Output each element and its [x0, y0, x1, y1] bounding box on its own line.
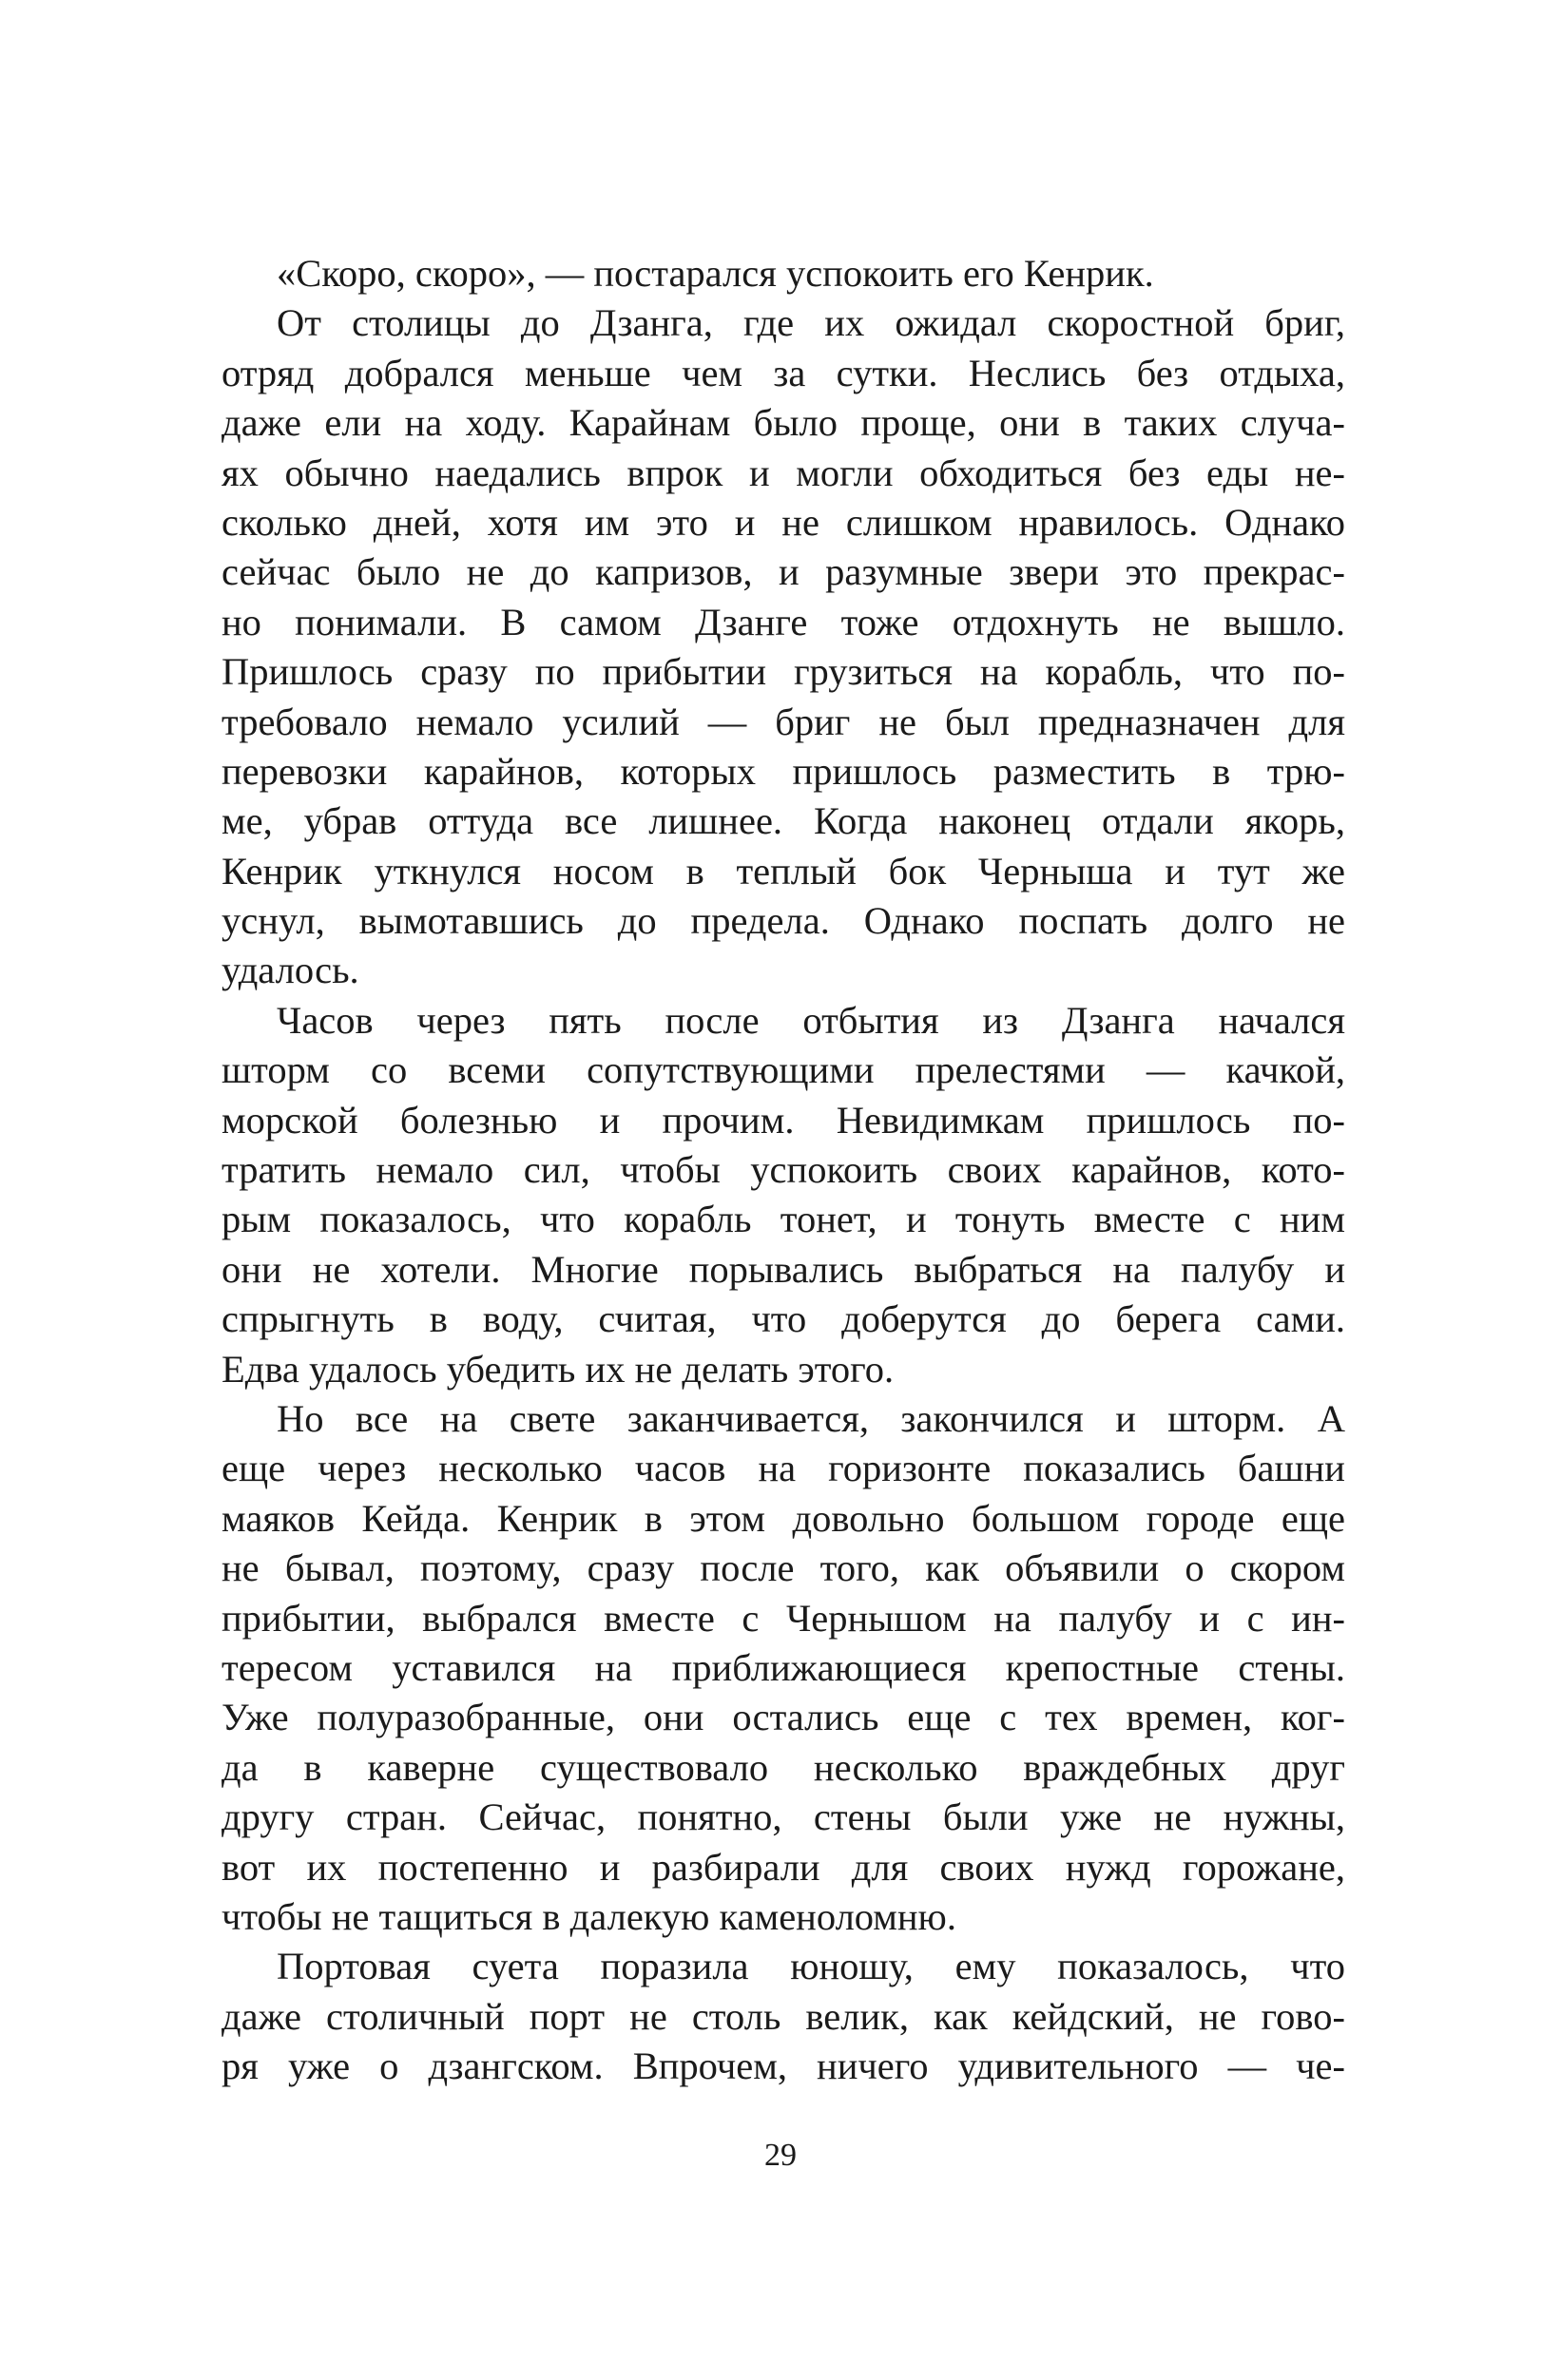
text-line: другу стран. Сейчас, понятно, стены были уже не нужны, [222, 1795, 1345, 1839]
text-line: удалось. [222, 949, 359, 992]
text-line: сколько дней, хотя им это и не слишком нравилось. Однако [222, 500, 1345, 544]
text-line: Часов через пять после отбытия из Дзанга начался [277, 998, 1345, 1042]
text-line: даже ели на ходу. Карайнам было проще, они в таких случа- [222, 401, 1345, 445]
text-line: сейчас было не до капризов, и разумные звери это прекрас- [222, 550, 1345, 594]
text-line: ме, убрав оттуда все лишнее. Когда наконец отдали якорь, [222, 799, 1345, 843]
text-line: перевозки карайнов, которых пришлось разместить в трю- [222, 749, 1345, 793]
text-line: не бывал, поэтому, сразу после того, как объявили о скором [222, 1546, 1345, 1590]
text-line: маяков Кейда. Кенрик в этом довольно большом городе еще [222, 1496, 1345, 1540]
text-line: ях обычно наедались впрок и могли обходиться без еды не- [222, 451, 1345, 494]
text-line: но понимали. В самом Дзанге тоже отдохнуть не вышло. [222, 600, 1345, 643]
text-line: тересом уставился на приближающиеся крепостные стены. [222, 1645, 1345, 1689]
text-line: рым показалось, что корабль тонет, и тонуть вместе с ним [222, 1198, 1345, 1241]
text-line: спрыгнуть в воду, считая, что доберутся до берега сами. [222, 1297, 1345, 1341]
text-line: уснул, вымотавшись до предела. Однако поспать долго не [222, 899, 1345, 943]
text-line: отряд добрался меньше чем за сутки. Неслись без отдыха, [222, 351, 1345, 394]
text-line: ря уже о дзангском. Впрочем, ничего удивительного — че- [222, 2044, 1345, 2088]
text-line: Портовая суета поразила юношу, ему показалось, что [277, 1945, 1345, 1988]
text-line: Едва удалось убедить их не делать этого. [222, 1347, 895, 1391]
text-line: морской болезнью и прочим. Невидимкам пришлось по- [222, 1098, 1345, 1142]
text-line: От столицы до Дзанга, где их ожидал скоростной бриг, [277, 301, 1345, 345]
text-line: тратить немало сил, чтобы успокоить своих карайнов, кото- [222, 1148, 1345, 1192]
text-line: вот их постепенно и разбирали для своих нужд горожане, [222, 1845, 1345, 1889]
text-line: шторм со всеми сопутствующими прелестями — качкой, [222, 1048, 1345, 1092]
text-line: да в каверне существовало несколько враждебных друг [222, 1745, 1345, 1789]
page-number: 29 [764, 2138, 797, 2173]
text-line: они не хотели. Многие порывались выбраться на палубу и [222, 1247, 1345, 1291]
text-line: требовало немало усилий — бриг не был предназначен для [222, 700, 1345, 743]
text-line: даже столичный порт не столь велик, как кейдский, не гово- [222, 1994, 1345, 2038]
text-line: чтобы не тащиться в далекую каменоломню. [222, 1894, 956, 1938]
text-line: Кенрик уткнулся носом в теплый бок Черныша и тут же [222, 849, 1345, 892]
body-text [222, 249, 1345, 2091]
text-line: Уже полуразобранные, они остались еще с тех времен, ког- [222, 1696, 1345, 1739]
text-line: прибытии, выбрался вместе с Чернышом на палубу и с ин- [222, 1596, 1345, 1640]
text-line: еще через несколько часов на горизонте показались башни [222, 1447, 1345, 1490]
text-line: Но все на свете заканчивается, закончился и шторм. А [277, 1396, 1345, 1440]
text-line: «Скоро, скоро», — постарался успокоить его Кенрик. [277, 252, 1154, 295]
text-line: Пришлось сразу по прибытии грузиться на корабль, что по- [222, 650, 1345, 694]
